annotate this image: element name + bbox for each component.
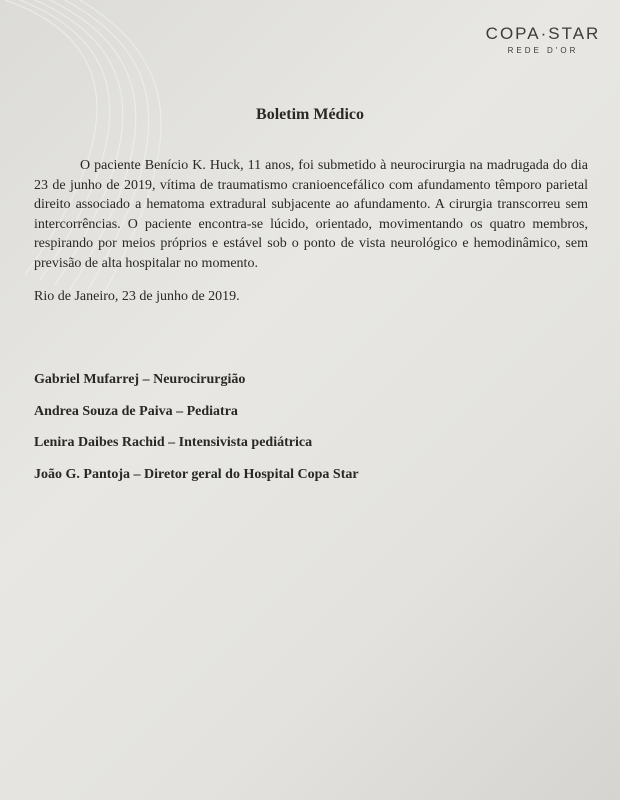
- logo-main-text: COPA·STAR: [485, 24, 601, 43]
- medical-report-paragraph: O paciente Benício K. Huck, 11 anos, foi submetido à neurocirurgia na madrugada do dia 23 de junho de 2019, vítima de traumatismo cranioencefálico com afundamento têmporo parietal direito associado a hematoma extradural subjacente ao afundamento. A cirurgia transcorreu sem intercorrências. O paciente encontra-se lúcido, orientado, movimentando os quatro membros, respirando por meios próprios e estável sob o ponto de vista neurológico e hemodinâmico, sem previsão de alta hospitalar no momento.: [34, 158, 588, 271]
- signer-line: Gabriel Mufarrej – Neurocirurgião: [34, 372, 246, 387]
- date-line: Rio de Janeiro, 23 de junho de 2019.: [34, 289, 240, 304]
- signer-line: Lenira Daibes Rachid – Intensivista pediátrica: [34, 435, 313, 450]
- signer-line: João G. Pantoja – Diretor geral do Hospital Copa Star: [34, 466, 359, 482]
- logo-sub-text: REDE D'OR: [507, 46, 579, 55]
- document-title: Boletim Médico: [256, 106, 364, 123]
- signer-line: Andrea Souza de Paiva – Pediatra: [34, 403, 238, 419]
- signers-list: [34, 371, 594, 497]
- hospital-logo: [478, 24, 608, 55]
